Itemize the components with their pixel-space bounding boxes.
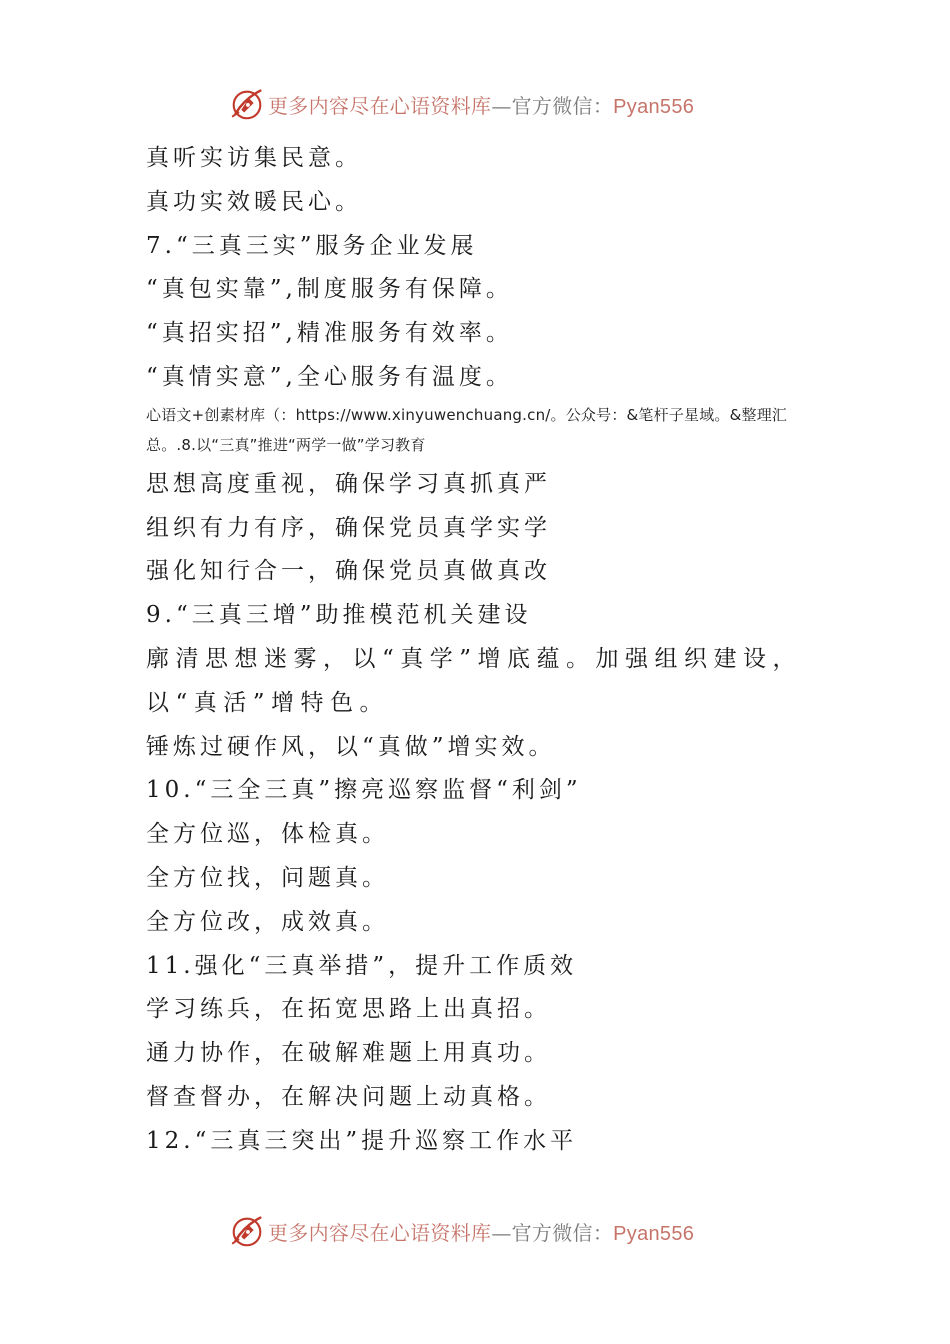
banner-wechat-id: Pyan556: [613, 95, 695, 118]
text-line: 思想高度重视，确保学习真抓真严: [146, 470, 551, 497]
banner-wechat-label: 官方微信：: [511, 1220, 614, 1245]
section-heading: 7.“三真三实”服务企业发展: [146, 232, 478, 259]
text-line: 真听实访集民意。: [146, 145, 362, 171]
text-line: 全方位找，问题真。: [146, 864, 389, 891]
banner-title: 更多内容尽在心语资料库: [268, 93, 492, 118]
text-line: 学习练兵，在拓宽思路上出真招。: [146, 996, 551, 1023]
document-body: [146, 137, 826, 1164]
text-line: 强化知行合一，确保党员真做真改: [146, 558, 551, 585]
section-heading: 10.“三全三真”擦亮巡察监督“利剑”: [146, 777, 582, 804]
banner-separator: —: [491, 93, 512, 118]
section-heading: 11.强化“三真举措”，提升工作质效: [146, 952, 578, 979]
text-line: “真包实靠”,制度服务有保障。: [146, 276, 513, 303]
header-banner: [228, 84, 694, 124]
banner-wechat-id: Pyan556: [613, 1222, 695, 1245]
section-heading: 12.“三真三突出”提升巡察工作水平: [146, 1127, 578, 1154]
text-line: 督查督办，在解决问题上动真格。: [146, 1083, 551, 1110]
banner-text: [268, 90, 694, 119]
banner-title: 更多内容尽在心语资料库: [268, 1220, 492, 1245]
text-line: “真招实招”,精准服务有效率。: [146, 320, 513, 347]
text-line: 锤炼过硬作风，以“真做”增实效。: [146, 733, 556, 760]
section-heading: 9.“三真三增”助推模范机关建设: [146, 602, 532, 629]
text-line: “真情实意”,全心服务有温度。: [146, 363, 513, 390]
text-line: 全方位巡，体检真。: [146, 821, 389, 848]
text-line: 组织有力有序，确保党员真学实学: [146, 514, 551, 541]
text-line: 廓清思想迷雾，以“真学”增底蕴。加强组织建设，以“真活”增特色。: [146, 645, 803, 716]
text-line: 真功实效暖民心。: [146, 188, 362, 215]
footer-banner: [228, 1211, 694, 1251]
banner-separator: —: [491, 1220, 512, 1245]
banner-wechat-label: 官方微信：: [511, 93, 614, 118]
pen-nib-circle-icon: [228, 1212, 266, 1250]
text-line: 全方位改，成效真。: [146, 908, 389, 935]
banner-text: [268, 1217, 694, 1246]
source-note: 心语文+创素材库（：https://www.xinyuwenchuang.cn/。公众号：&笔杆子星域。&整理汇总。.8.以“三真”推进“两学一做”学习教育: [146, 405, 788, 454]
pen-nib-circle-icon: [228, 85, 266, 123]
text-line: 通力协作，在破解难题上用真功。: [146, 1040, 551, 1067]
